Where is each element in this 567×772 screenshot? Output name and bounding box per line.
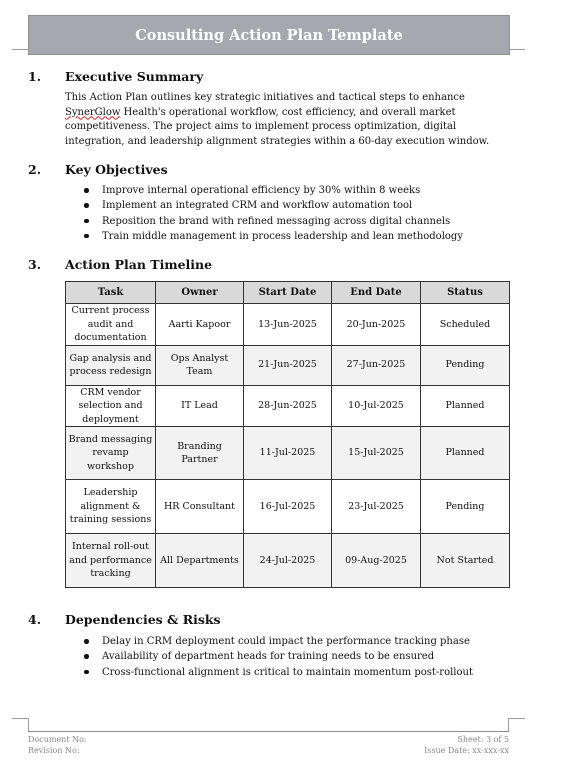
cell-task: Brand messaging revamp workshop — [66, 427, 156, 480]
footer-divider — [28, 731, 509, 732]
column-header-owner: Owner — [156, 282, 244, 304]
list-item: Cross-functional alignment is critical to maintain momentum post-rollout — [84, 665, 473, 680]
section-number: 3. — [28, 257, 42, 272]
issue-date: Issue Date: xx-xxx-xx — [424, 746, 509, 755]
action-plan-table — [65, 281, 510, 588]
cell-end-date: 23-Jul-2025 — [332, 480, 421, 534]
cell-status: Pending — [421, 480, 510, 534]
summary-text-start: This Action Plan outlines key strategic initiatives and tactical steps to enhance — [65, 92, 465, 103]
table-row — [66, 385, 510, 427]
section-title: Dependencies & Risks — [65, 612, 221, 627]
list-item: Implement an integrated CRM and workflow automation tool — [84, 198, 463, 213]
cell-start-date: 16-Jul-2025 — [244, 480, 332, 534]
document-number-label: Document No: — [28, 735, 87, 744]
cell-task: CRM vendor selection and deployment — [66, 385, 156, 427]
list-item: Delay in CRM deployment could impact the performance tracking phase — [84, 634, 473, 649]
risks-list — [84, 634, 473, 680]
list-item: Reposition the brand with refined messaging across digital channels — [84, 214, 463, 229]
cell-task: Current process audit and documentation — [66, 304, 156, 346]
column-header-start-date: Start Date — [244, 282, 332, 304]
cell-end-date: 27-Jun-2025 — [332, 345, 421, 385]
column-header-task: Task — [66, 282, 156, 304]
cell-status: Pending — [421, 345, 510, 385]
column-header-end-date: End Date — [332, 282, 421, 304]
list-item: Improve internal operational efficiency by 30% within 8 weeks — [84, 183, 463, 198]
cell-owner: IT Lead — [156, 385, 244, 427]
objectives-list — [84, 183, 463, 244]
section-number: 2. — [28, 162, 42, 177]
cell-status: Not Started — [421, 534, 510, 588]
list-item: Availability of department heads for training needs to be ensured — [84, 649, 473, 664]
cell-start-date: 13-Jun-2025 — [244, 304, 332, 346]
sheet-number: Sheet: 3 of 5 — [457, 735, 509, 744]
cell-end-date: 10-Jul-2025 — [332, 385, 421, 427]
cell-start-date: 28-Jun-2025 — [244, 385, 332, 427]
cell-status: Scheduled — [421, 304, 510, 346]
table-row — [66, 427, 510, 480]
cell-end-date: 20-Jun-2025 — [332, 304, 421, 346]
section-heading-key-objectives — [28, 162, 168, 177]
executive-summary-paragraph — [65, 91, 505, 149]
cell-start-date: 21-Jun-2025 — [244, 345, 332, 385]
cell-owner: HR Consultant — [156, 480, 244, 534]
cell-owner: Branding Partner — [156, 427, 244, 480]
section-heading-executive-summary — [28, 69, 203, 84]
cell-task: Gap analysis and process redesign — [66, 345, 156, 385]
section-number: 1. — [28, 69, 42, 84]
crop-mark-bottom-right-v — [508, 718, 509, 732]
crop-mark-bottom-left-h — [12, 718, 28, 719]
crop-mark-top-left-h — [12, 49, 28, 50]
cell-end-date: 15-Jul-2025 — [332, 427, 421, 480]
cell-owner: All Departments — [156, 534, 244, 588]
table-row — [66, 480, 510, 534]
list-item: Train middle management in process leadership and lean methodology — [84, 229, 463, 244]
footer-right — [424, 734, 509, 756]
section-title: Action Plan Timeline — [65, 257, 213, 272]
cell-start-date: 24-Jul-2025 — [244, 534, 332, 588]
cell-task: Internal roll-out and performance tracking — [66, 534, 156, 588]
table-row — [66, 534, 510, 588]
crop-mark-top-right-h — [509, 49, 525, 50]
crop-mark-bottom-right-h — [509, 718, 525, 719]
cell-start-date: 11-Jul-2025 — [244, 427, 332, 480]
cell-owner: Ops Analyst Team — [156, 345, 244, 385]
footer-left — [28, 734, 87, 756]
section-title: Executive Summary — [65, 69, 204, 84]
section-number: 4. — [28, 612, 42, 627]
document-title: Consulting Action Plan Template — [135, 26, 403, 44]
summary-text-end: Health's operational workflow, cost efficiency, and overall market competitiveness. The project aims to implement process optimization, digital integration, and leadership alignment strategies within a 60-day execution window. — [65, 106, 490, 147]
table-row — [66, 304, 510, 346]
document-title-bar — [28, 15, 510, 55]
crop-mark-bottom-left-v — [28, 718, 29, 732]
section-heading-action-plan-timeline — [28, 257, 212, 272]
table-row — [66, 345, 510, 385]
cell-owner: Aarti Kapoor — [156, 304, 244, 346]
cell-status: Planned — [421, 385, 510, 427]
cell-status: Planned — [421, 427, 510, 480]
column-header-status: Status — [421, 282, 510, 304]
section-title: Key Objectives — [65, 162, 168, 177]
cell-task: Leadership alignment & training sessions — [66, 480, 156, 534]
cell-end-date: 09-Aug-2025 — [332, 534, 421, 588]
section-heading-dependencies-risks — [28, 612, 221, 627]
revision-number-label: Revision No: — [28, 746, 80, 755]
table-header-row — [66, 282, 510, 304]
spellcheck-flagged-word[interactable]: SynerGlow — [65, 106, 121, 118]
